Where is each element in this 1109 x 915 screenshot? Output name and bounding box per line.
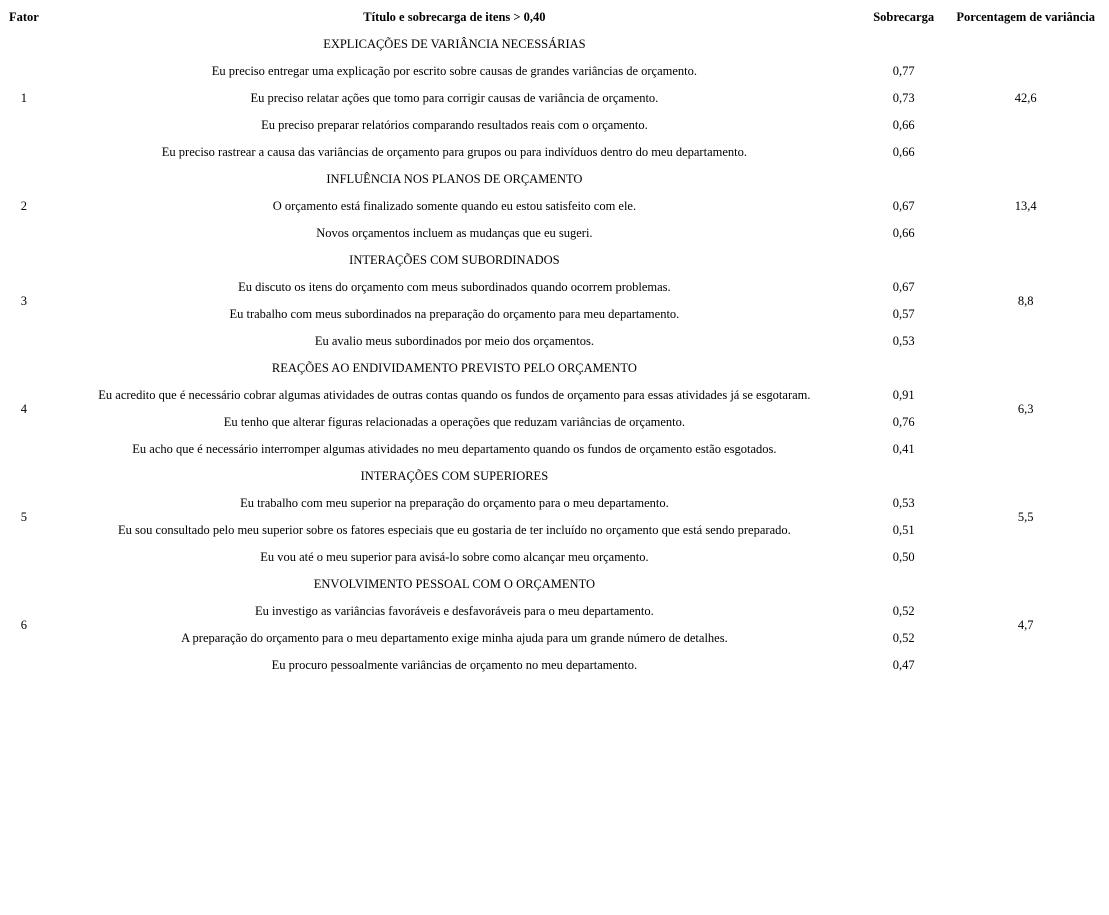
- factor-title-row: [4, 247, 1109, 274]
- item-loading: 0,57: [892, 307, 915, 321]
- factor-title: INFLUÊNCIA NOS PLANOS DE ORÇAMENTO: [326, 172, 583, 186]
- item-loading: 0,66: [892, 118, 915, 132]
- item-loading: 0,66: [892, 145, 915, 159]
- factor-variance: 8,8: [1017, 293, 1034, 308]
- factor-number: 2: [20, 199, 28, 213]
- factor-variance: 42,6: [1014, 91, 1037, 105]
- factor-title: REAÇÕES AO ENDIVIDAMENTO PREVISTO PELO ORÇAMENTO: [271, 361, 637, 375]
- factor-number: 6: [20, 617, 28, 632]
- factor-title-row: [4, 463, 1109, 490]
- item-text: A preparação do orçamento para o meu departamento exige minha ajuda para um grande número de detalhes.: [181, 631, 728, 645]
- factor-variance: 13,4: [1014, 199, 1037, 213]
- factor-title: INTERAÇÕES COM SUBORDINADOS: [349, 253, 560, 267]
- factor-title: INTERAÇÕES COM SUPERIORES: [360, 469, 549, 483]
- item-text: Eu tenho que alterar figuras relacionadas a operações que reduzam variâncias de orçamento.: [223, 415, 686, 429]
- factor-title: ENVOLVIMENTO PESSOAL COM O ORÇAMENTO: [313, 577, 596, 591]
- item-loading: 0,67: [892, 280, 915, 294]
- item-text: Eu acredito que é necessário cobrar algumas atividades de outras contas quando os fundos de orçamento para essas atividades já se esgotaram.: [98, 388, 811, 402]
- header-loading: Sobrecarga: [873, 10, 935, 24]
- item-text: Eu trabalho com meu superior na preparação do orçamento para o meu departamento.: [240, 496, 669, 510]
- item-text: Eu sou consultado pelo meu superior sobre os fatores especiais que eu gostaria de ter incluído no orçamento que está sendo preparado.: [118, 523, 791, 537]
- item-loading: 0,52: [892, 631, 915, 645]
- factor-title: EXPLICAÇÕES DE VARIÂNCIA NECESSÁRIAS: [323, 37, 586, 51]
- header-items: Título e sobrecarga de itens > 0,40: [363, 10, 546, 24]
- factor-title-row: [4, 355, 1109, 382]
- header-variance: Porcentagem de variância: [956, 10, 1095, 24]
- header-row: [4, 4, 1109, 31]
- item-text: Eu discuto os itens do orçamento com meus subordinados quando ocorrem problemas.: [238, 280, 671, 294]
- item-loading: 0,66: [892, 226, 915, 240]
- item-loading: 0,77: [892, 64, 915, 78]
- factor-title-row: [4, 166, 1109, 193]
- factor-title-row: [4, 571, 1109, 598]
- item-loading: 0,50: [892, 550, 915, 564]
- item-loading: 0,47: [892, 658, 915, 672]
- factor-title-row: [4, 31, 1109, 58]
- item-loading: 0,67: [892, 199, 915, 213]
- factor-variance: 6,3: [1017, 401, 1034, 416]
- item-loading: 0,53: [892, 334, 915, 348]
- item-text: Eu avalio meus subordinados por meio dos orçamentos.: [314, 334, 594, 348]
- factor-variance: 5,5: [1017, 509, 1034, 524]
- item-text: Eu preciso preparar relatórios comparando resultados reais com o orçamento.: [261, 118, 648, 132]
- header-factor: Fator: [9, 10, 39, 24]
- item-text: Eu preciso entregar uma explicação por escrito sobre causas de grandes variâncias de orçamento.: [211, 64, 697, 78]
- item-loading: 0,52: [892, 604, 915, 618]
- item-text: O orçamento está finalizado somente quando eu estou satisfeito com ele.: [272, 199, 637, 213]
- factor-table: [4, 4, 1109, 679]
- item-text: Eu preciso rastrear a causa das variâncias de orçamento para grupos ou para indivíduos dentro do meu departamento.: [161, 145, 747, 159]
- item-text: Eu acho que é necessário interromper algumas atividades no meu departamento quando os fundos de orçamento estão esgotados.: [132, 442, 777, 456]
- item-loading: 0,51: [892, 523, 915, 537]
- item-text: Eu vou até o meu superior para avisá-lo sobre como alcançar meu orçamento.: [260, 550, 649, 564]
- item-text: Eu preciso relatar ações que tomo para corrigir causas de variância de orçamento.: [250, 91, 659, 105]
- item-loading: 0,73: [892, 91, 915, 105]
- item-text: Eu trabalho com meus subordinados na preparação do orçamento para meu departamento.: [229, 307, 680, 321]
- factor-number: 5: [20, 509, 28, 524]
- item-text: Eu procuro pessoalmente variâncias de orçamento no meu departamento.: [271, 658, 638, 672]
- factor-variance: 4,7: [1017, 617, 1034, 632]
- item-text: Novos orçamentos incluem as mudanças que eu sugeri.: [316, 226, 593, 240]
- item-loading: 0,76: [892, 415, 915, 429]
- item-loading: 0,91: [892, 388, 915, 402]
- item-loading: 0,41: [892, 442, 915, 456]
- factor-number: 4: [20, 401, 28, 416]
- factor-number: 1: [20, 91, 28, 105]
- factor-number: 3: [20, 293, 28, 308]
- item-text: Eu investigo as variâncias favoráveis e desfavoráveis para o meu departamento.: [254, 604, 654, 618]
- item-loading: 0,53: [892, 496, 915, 510]
